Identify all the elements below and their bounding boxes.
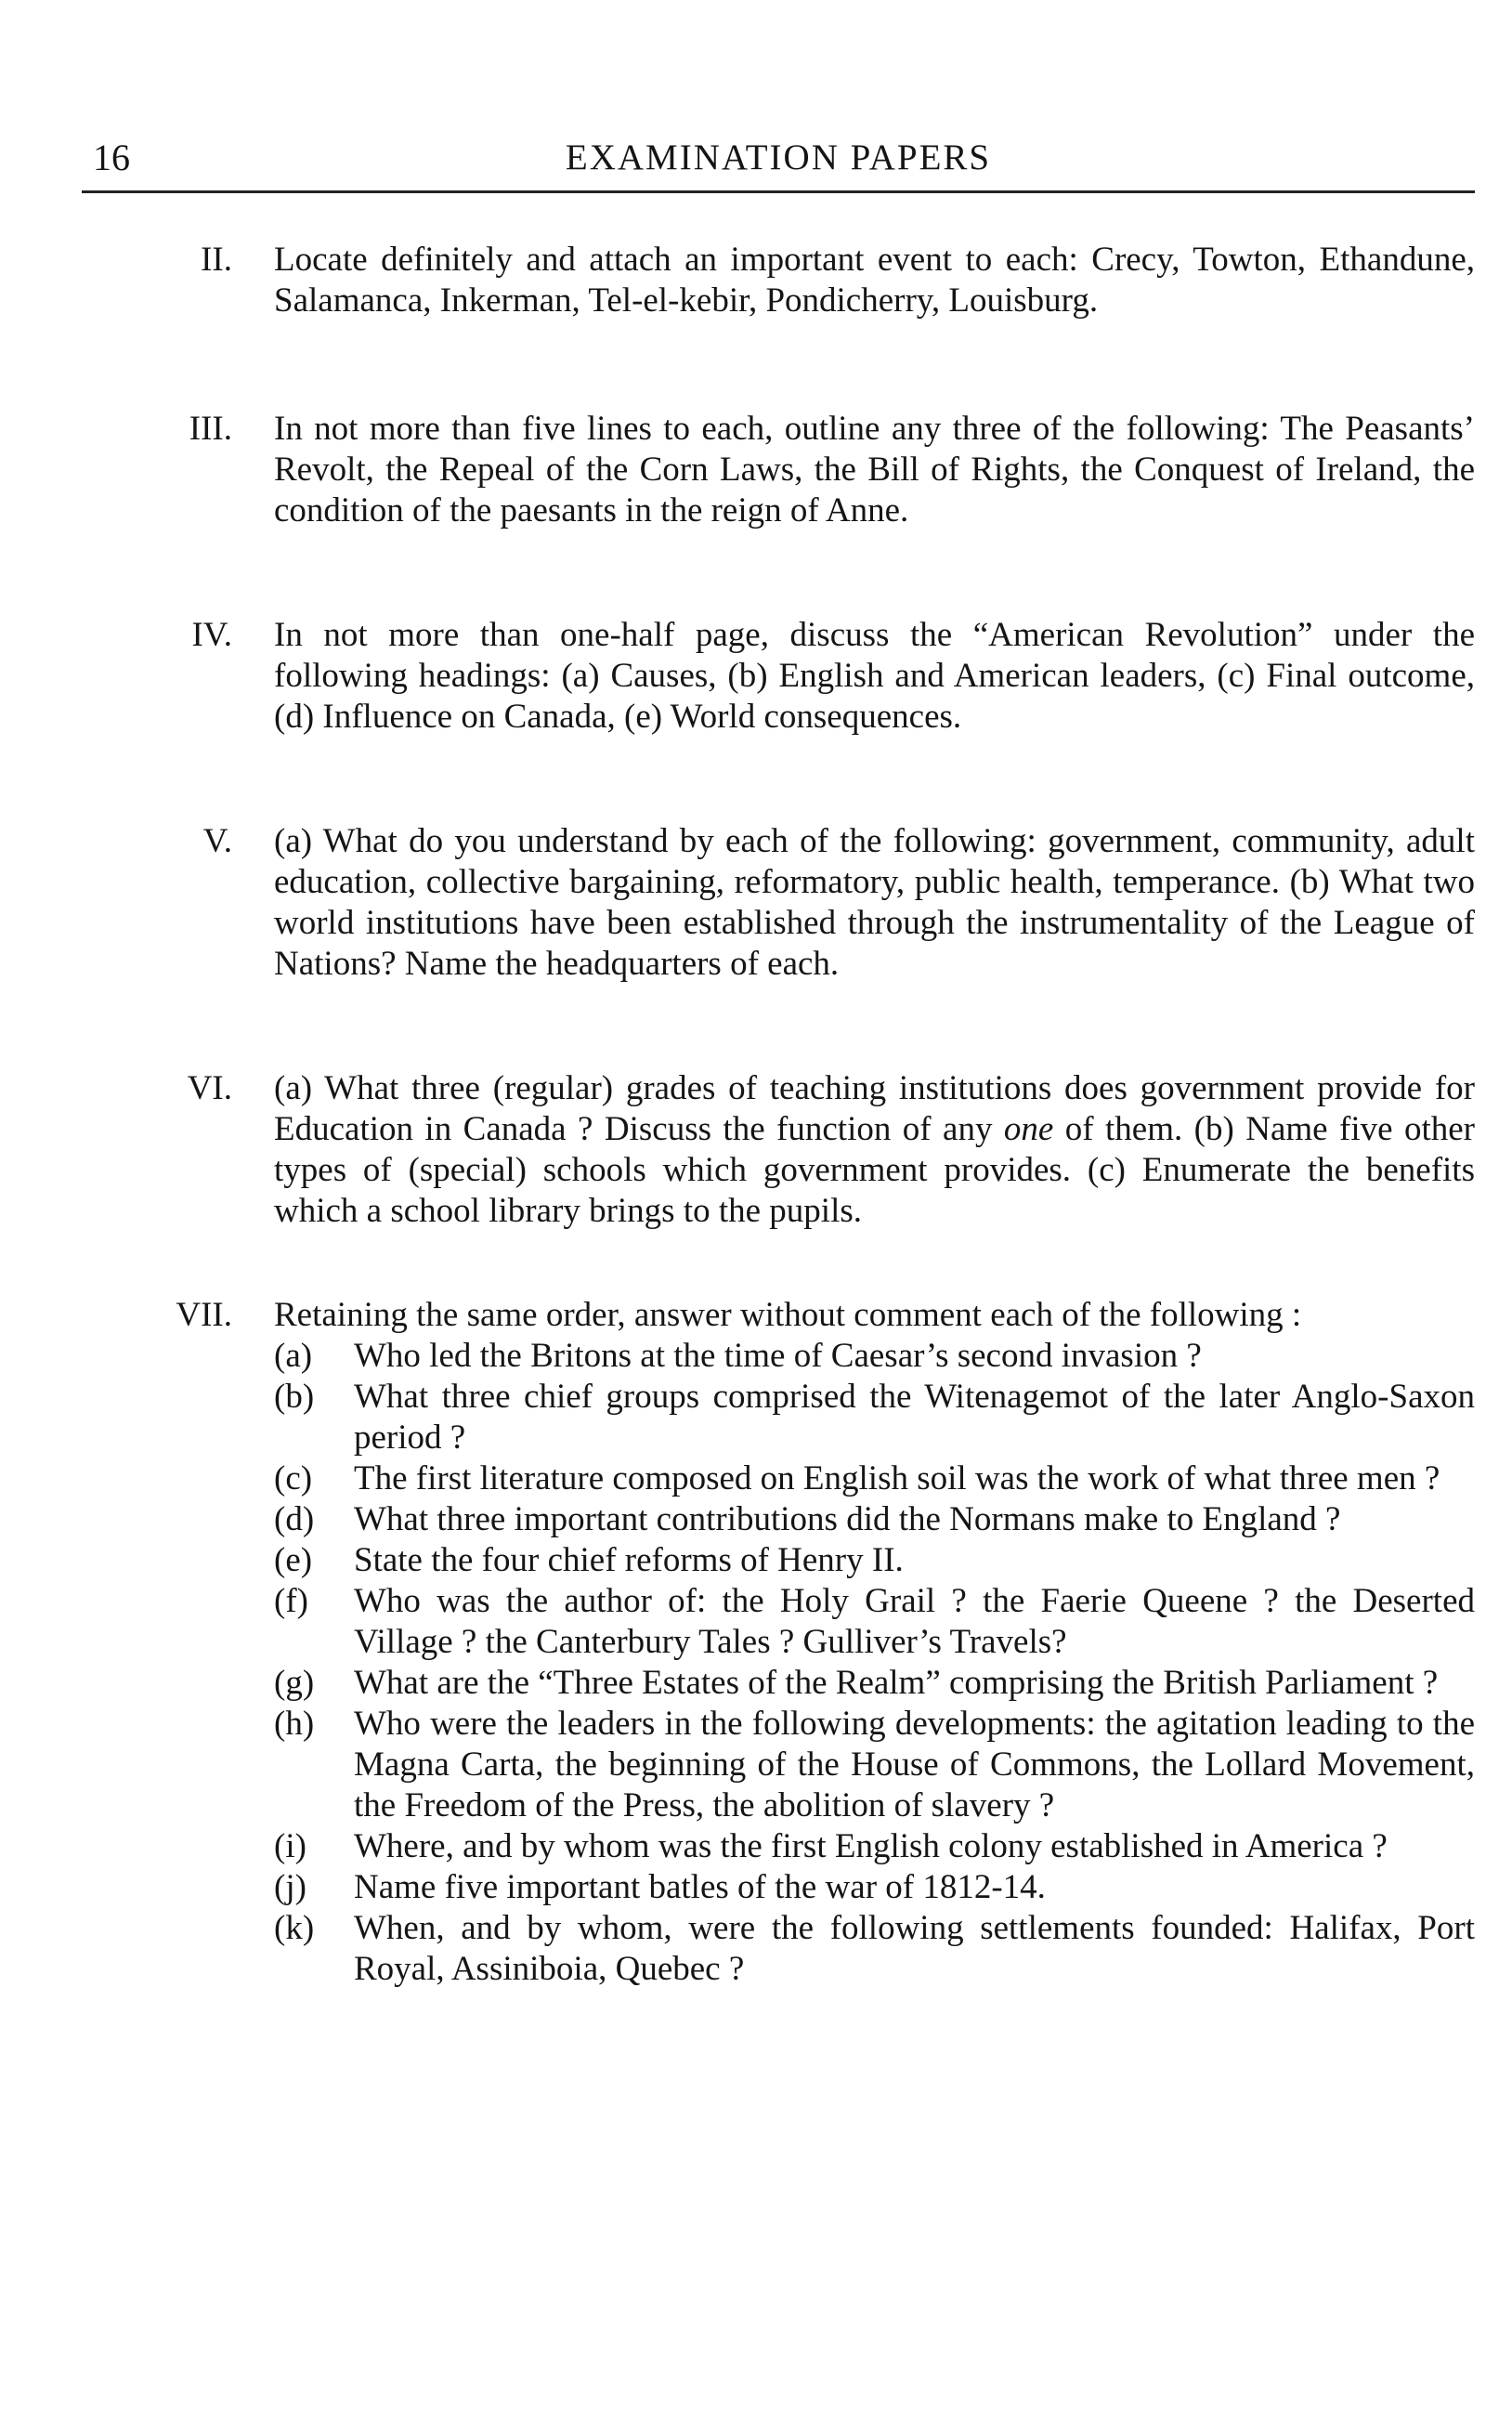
question-number: V. [202,822,232,860]
question-7 [130,1295,1475,1990]
sub-question-text: Where, and by whom was the first English colony established in America ? [354,1827,1388,1865]
sub-question-label: (f) [274,1582,308,1620]
sub-question-label: (h) [274,1705,315,1743]
sub-question-k [274,1908,1475,1990]
question-number: VII. [176,1296,232,1334]
question-5 [130,821,1475,985]
sub-question-h [274,1704,1475,1826]
question-text [274,1068,1475,1232]
sub-question-f [274,1581,1475,1663]
sub-question-text: What three chief groups comprised the Witenagemot of the later Anglo-Saxon period ? [354,1378,1475,1457]
sub-question-text: Who led the Britons at the time of Caesar’s second invasion ? [354,1337,1202,1375]
question-number: II. [201,241,232,279]
sub-question-text: When, and by whom, were the following settlements founded: Halifax, Port Royal, Assiniboia, Quebec ? [354,1909,1475,1988]
sub-question-text: Who was the author of: the Holy Grail ? the Faerie Queene ? the Deserted Village ? the Canterbury Tales ? Gulliver’s Travels? [354,1582,1475,1661]
sub-question-text: Who were the leaders in the following developments: the agitation leading to the Magna Carta, the beginning of the House of Commons, the Lollard Movement, the Freedom of the Press, the abolition of slavery ? [354,1705,1475,1824]
question-6 [130,1068,1475,1232]
question-text [274,1295,1475,1990]
sub-question-list [274,1336,1475,1990]
sub-question-label: (k) [274,1909,315,1947]
sub-question-text: State the four chief reforms of Henry II. [354,1541,904,1579]
sub-question-label: (c) [274,1459,313,1497]
sub-question-text: What are the “Three Estates of the Realm” comprising the British Parliament ? [354,1664,1439,1702]
question-text: In not more than one-half page, discuss the “American Revolution” under the following headings: (a) Causes, (b) English and American leaders, (c) Final outcome, (d) Influence on Canada, (e) World consequences. [274,616,1475,736]
sub-question-label: (j) [274,1868,306,1906]
question-4 [130,615,1475,738]
sub-question-label: (a) [274,1337,313,1375]
question-2 [130,240,1475,321]
question-text: Locate definitely and attach an important event to each: Crecy, Towton, Ethandune, Salamanca, Inkerman, Tel-el-kebir, Pondicherry, Louisburg. [274,241,1475,320]
sub-question-i [274,1826,1475,1867]
sub-question-text: Name five important batles of the war of 1812-14. [354,1868,1046,1906]
sub-question-label: (i) [274,1827,306,1865]
sub-question-g [274,1663,1475,1704]
page-number: 16 [93,137,130,178]
question-number: III. [189,410,232,448]
question-intro: Retaining the same order, answer without comment each of the following : [274,1296,1302,1334]
question-text-part: of them. (b) Name five other types of (special) schools which government provides. (c) Enumerate the benefits which a school library brings to the pupils. [274,1110,1475,1230]
sub-question-j [274,1867,1475,1908]
question-text: In not more than five lines to each, outline any three of the following: The Peasants’ Revolt, the Repeal of the Corn Laws, the Bill of Rights, the Conquest of Ireland, the condition of the paesants in the reign of Anne. [274,410,1475,530]
sub-question-b [274,1377,1475,1458]
sub-question-c [274,1458,1475,1499]
question-3 [130,409,1475,531]
sub-question-text: What three important contributions did the Normans make to England ? [354,1500,1341,1538]
question-text-part: (a) What three (regular) grades of teaching institutions does government provide for Education in Canada ? Discuss the function of any [274,1069,1475,1148]
question-number: IV. [191,616,232,654]
sub-question-text: The first literature composed on English soil was the work of what three men ? [354,1459,1440,1497]
running-head: EXAMINATION PAPERS [565,137,992,177]
sub-question-label: (d) [274,1500,315,1538]
page-header [82,130,1475,186]
question-text: (a) What do you understand by each of the following: government, community, adult education, collective bargaining, reformatory, public health, temperance. (b) What two world institutions have been established through the instrumentality of the League of Nations? Name the headquarters of each. [274,822,1475,983]
emphasized-word: one [1003,1110,1054,1148]
sub-question-a [274,1336,1475,1377]
sub-question-label: (g) [274,1664,315,1702]
sub-question-d [274,1499,1475,1540]
sub-question-e [274,1540,1475,1581]
question-number: VI. [187,1069,232,1107]
header-rule [82,190,1475,193]
sub-question-label: (b) [274,1378,315,1416]
sub-question-label: (e) [274,1541,313,1579]
